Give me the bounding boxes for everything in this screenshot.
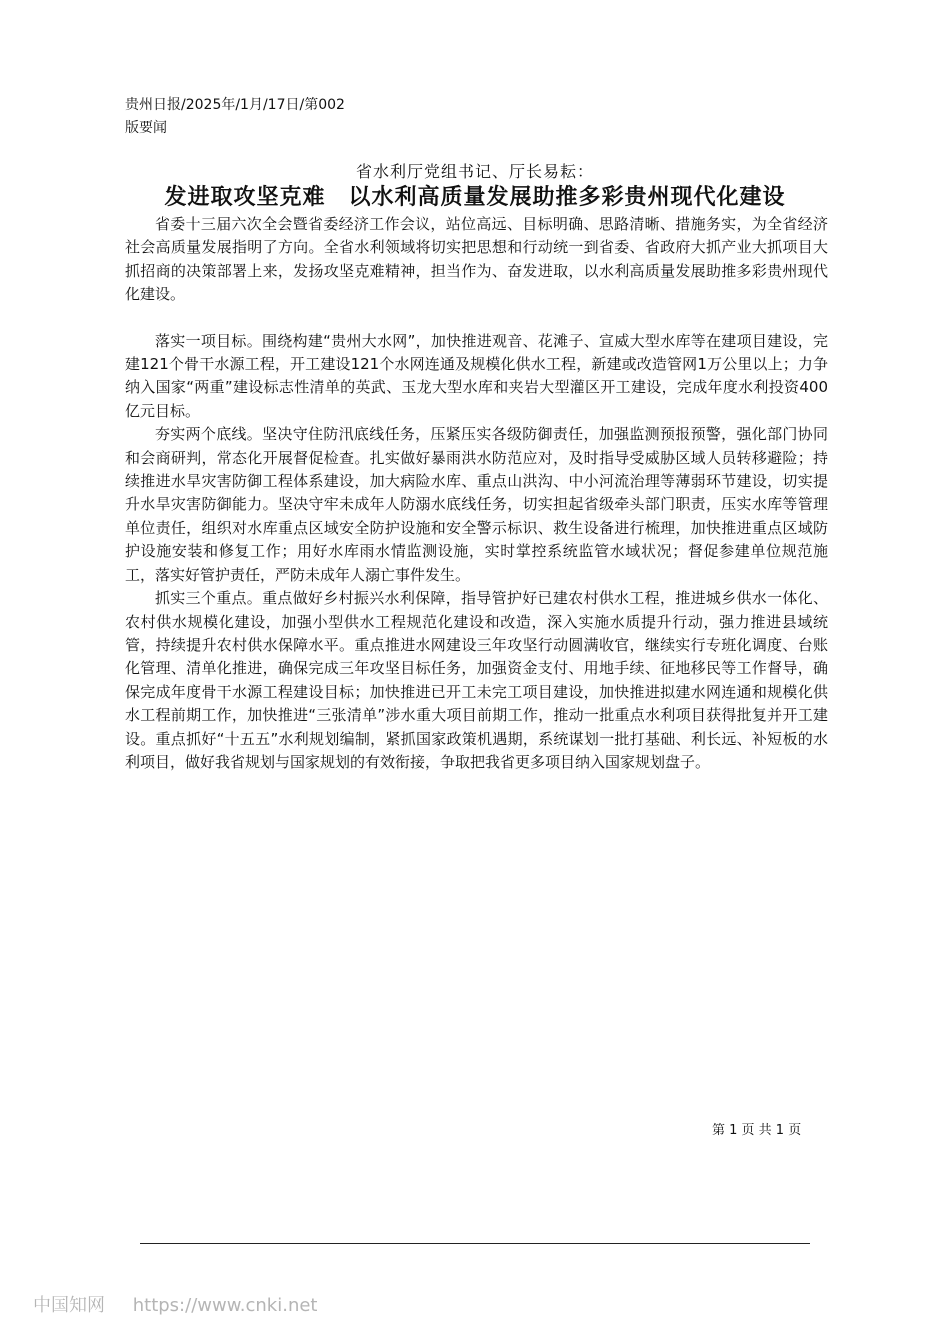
paragraph-key-points: 抓实三个重点。重点做好乡村振兴水利保障，指导管护好已建农村供水工程，推进城乡供水一体化、农村供水规模化建设，加强小型供水工程规范化建设和改造，深入实施水质提升行动，强力推进县域统管，持续提升农村供水保障水平。重点推进水网建设三年攻坚行动圆满收官，继续实行专班化调度、台账化管理、清单化推进，确保完成三年攻坚目标任务，加强资金支付、用地手续、征地移民等工作督导，确保完成年度骨干水源工程建设目标；加快推进已开工未完工项目建设，加快推进拟建水网连通和规模化供水工程前期工作，加快推进“三张清单”涉水重大项目前期工作，推动一批重点水利项目获得批复并开工建设。重点抓好“十五五”水利规划编制，紧抓国家政策机遇期，系统谋划一批打基础、利长远、补短板的水利项目，做好我省规划与国家规划的有效衔接，争取把我省更多项目纳入国家规划盘子。 [125,589,828,771]
paragraph-intro: 省委十三届六次全会暨省委经济工作会议，站位高远、目标明确、思路清晰、措施务实，为全省经济社会高质量发展指明了方向。全省水利领域将切实把思想和行动统一到省委、省政府大抓产业大抓项目大抓招商的决策部署上来，发扬攻坚克难精神，担当作为、奋发进取，以水利高质量发展助推多彩贵州现代化建设。 [125,215,828,304]
article-meta [125,94,345,140]
paragraph-goal: 落实一项目标。围绕构建“贵州大水网”，加快推进观音、花滩子、宣威大型水库等在建项目建设，完建121个骨干水源工程，开工建设121个水网连通及规模化供水工程，新建或改造管网1万公里以上；力争纳入国家“两重”建设标志性清单的英武、玉龙大型水库和夹岩大型灌区开工建设，完成年度水利投资400亿元目标。 [125,331,828,420]
source-line: 贵州日报/2025年/1月/17日/第002 [125,97,345,113]
article-subtitle: 省水利厅党组书记、厅长易耘： [355,162,594,181]
article-body [125,213,828,774]
section-label: 版要闻 [125,120,167,136]
site-watermark [33,1294,317,1318]
page-indicator: 第 1 页 共 1 页 [712,1123,802,1138]
watermark-brand: 中国知网 [33,1295,105,1316]
article-title: 发进取攻坚克难 以水利高质量发展助推多彩贵州现代化建设 [164,185,786,210]
paragraph-bottom-lines: 夯实两个底线。坚决守住防汛底线任务，压紧压实各级防御责任，加强监测预报预警，强化部门协同和会商研判，常态化开展督促检查。扎实做好暴雨洪水防范应对，及时指导受威胁区域人员转移避险；持续推进水旱灾害防御工程体系建设，加大病险水库、重点山洪沟、中小河流治理等薄弱环节建设，切实提升水旱灾害防御能力。坚决守牢未成年人防溺水底线任务，切实担起省级牵头部门职责，压实水库等管理单位责任，组织对水库重点区域安全防护设施和安全警示标识、救生设备进行梳理，加快推进重点区域防护设施安装和修复工作；用好水库雨水情监测设施，实时掌控系统监管水域状况；督促参建单位规范施工，落实好管护责任，严防未成年人溺亡事件发生。 [125,425,828,584]
watermark-url[interactable]: https://www.cnki.net [132,1295,318,1316]
footer-divider [140,1243,810,1244]
